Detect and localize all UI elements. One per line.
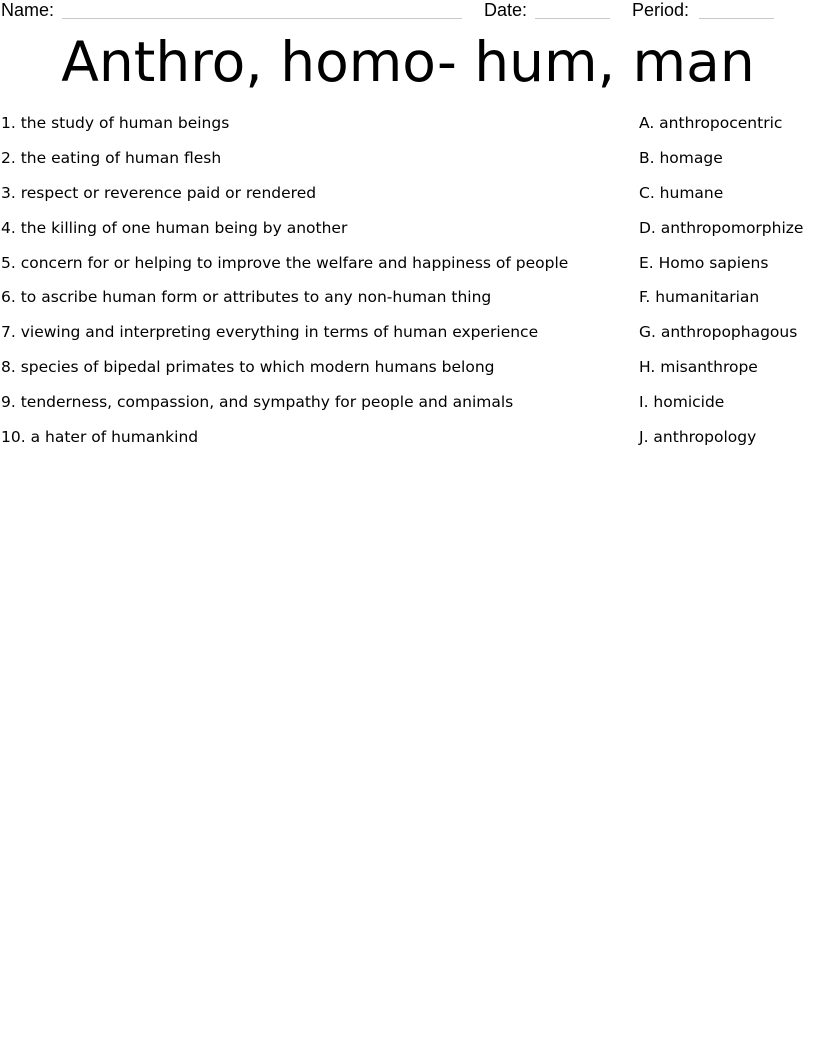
clue-item: 1. the study of human beings <box>1 114 230 132</box>
date-field[interactable] <box>535 18 610 19</box>
clue-item: 7. viewing and interpreting everything in terms of human experience <box>1 323 539 342</box>
answer-item: G. anthropophagous <box>639 323 798 342</box>
answer-item: A. anthropocentric <box>639 114 783 132</box>
date-label: Date: <box>484 0 528 20</box>
name-label: Name: <box>1 0 55 20</box>
clue-item: 3. respect or reverence paid or rendered <box>1 183 317 202</box>
clue-item: 10. a hater of humankind <box>1 428 199 447</box>
answer-item: E. Homo sapiens <box>639 253 769 272</box>
clue-item: 2. the eating of human flesh <box>1 148 222 167</box>
answer-item: C. humane <box>639 183 724 202</box>
answer-item: J. anthropology <box>639 428 757 447</box>
answer-item: B. homage <box>639 148 723 167</box>
clue-item: 9. tenderness, compassion, and sympathy for people and animals <box>1 393 514 412</box>
clue-item: 8. species of bipedal primates to which modern humans belong <box>1 358 495 377</box>
period-field[interactable] <box>699 18 774 19</box>
answer-item: D. anthropomorphize <box>639 218 804 237</box>
clue-item: 5. concern for or helping to improve the welfare and happiness of people <box>1 253 569 272</box>
answer-item: F. humanitarian <box>639 288 760 307</box>
name-field[interactable] <box>62 18 462 19</box>
worksheet-title: Anthro, homo- hum, man <box>61 30 755 94</box>
clue-list <box>1 113 621 462</box>
clue-item: 4. the killing of one human being by another <box>1 218 348 237</box>
clue-item: 6. to ascribe human form or attributes to any non-human thing <box>1 288 492 307</box>
worksheet-header <box>0 0 816 24</box>
answer-item: I. homicide <box>639 393 725 412</box>
answer-item: H. misanthrope <box>639 358 758 377</box>
period-label: Period: <box>632 0 690 20</box>
answer-list <box>639 113 816 462</box>
